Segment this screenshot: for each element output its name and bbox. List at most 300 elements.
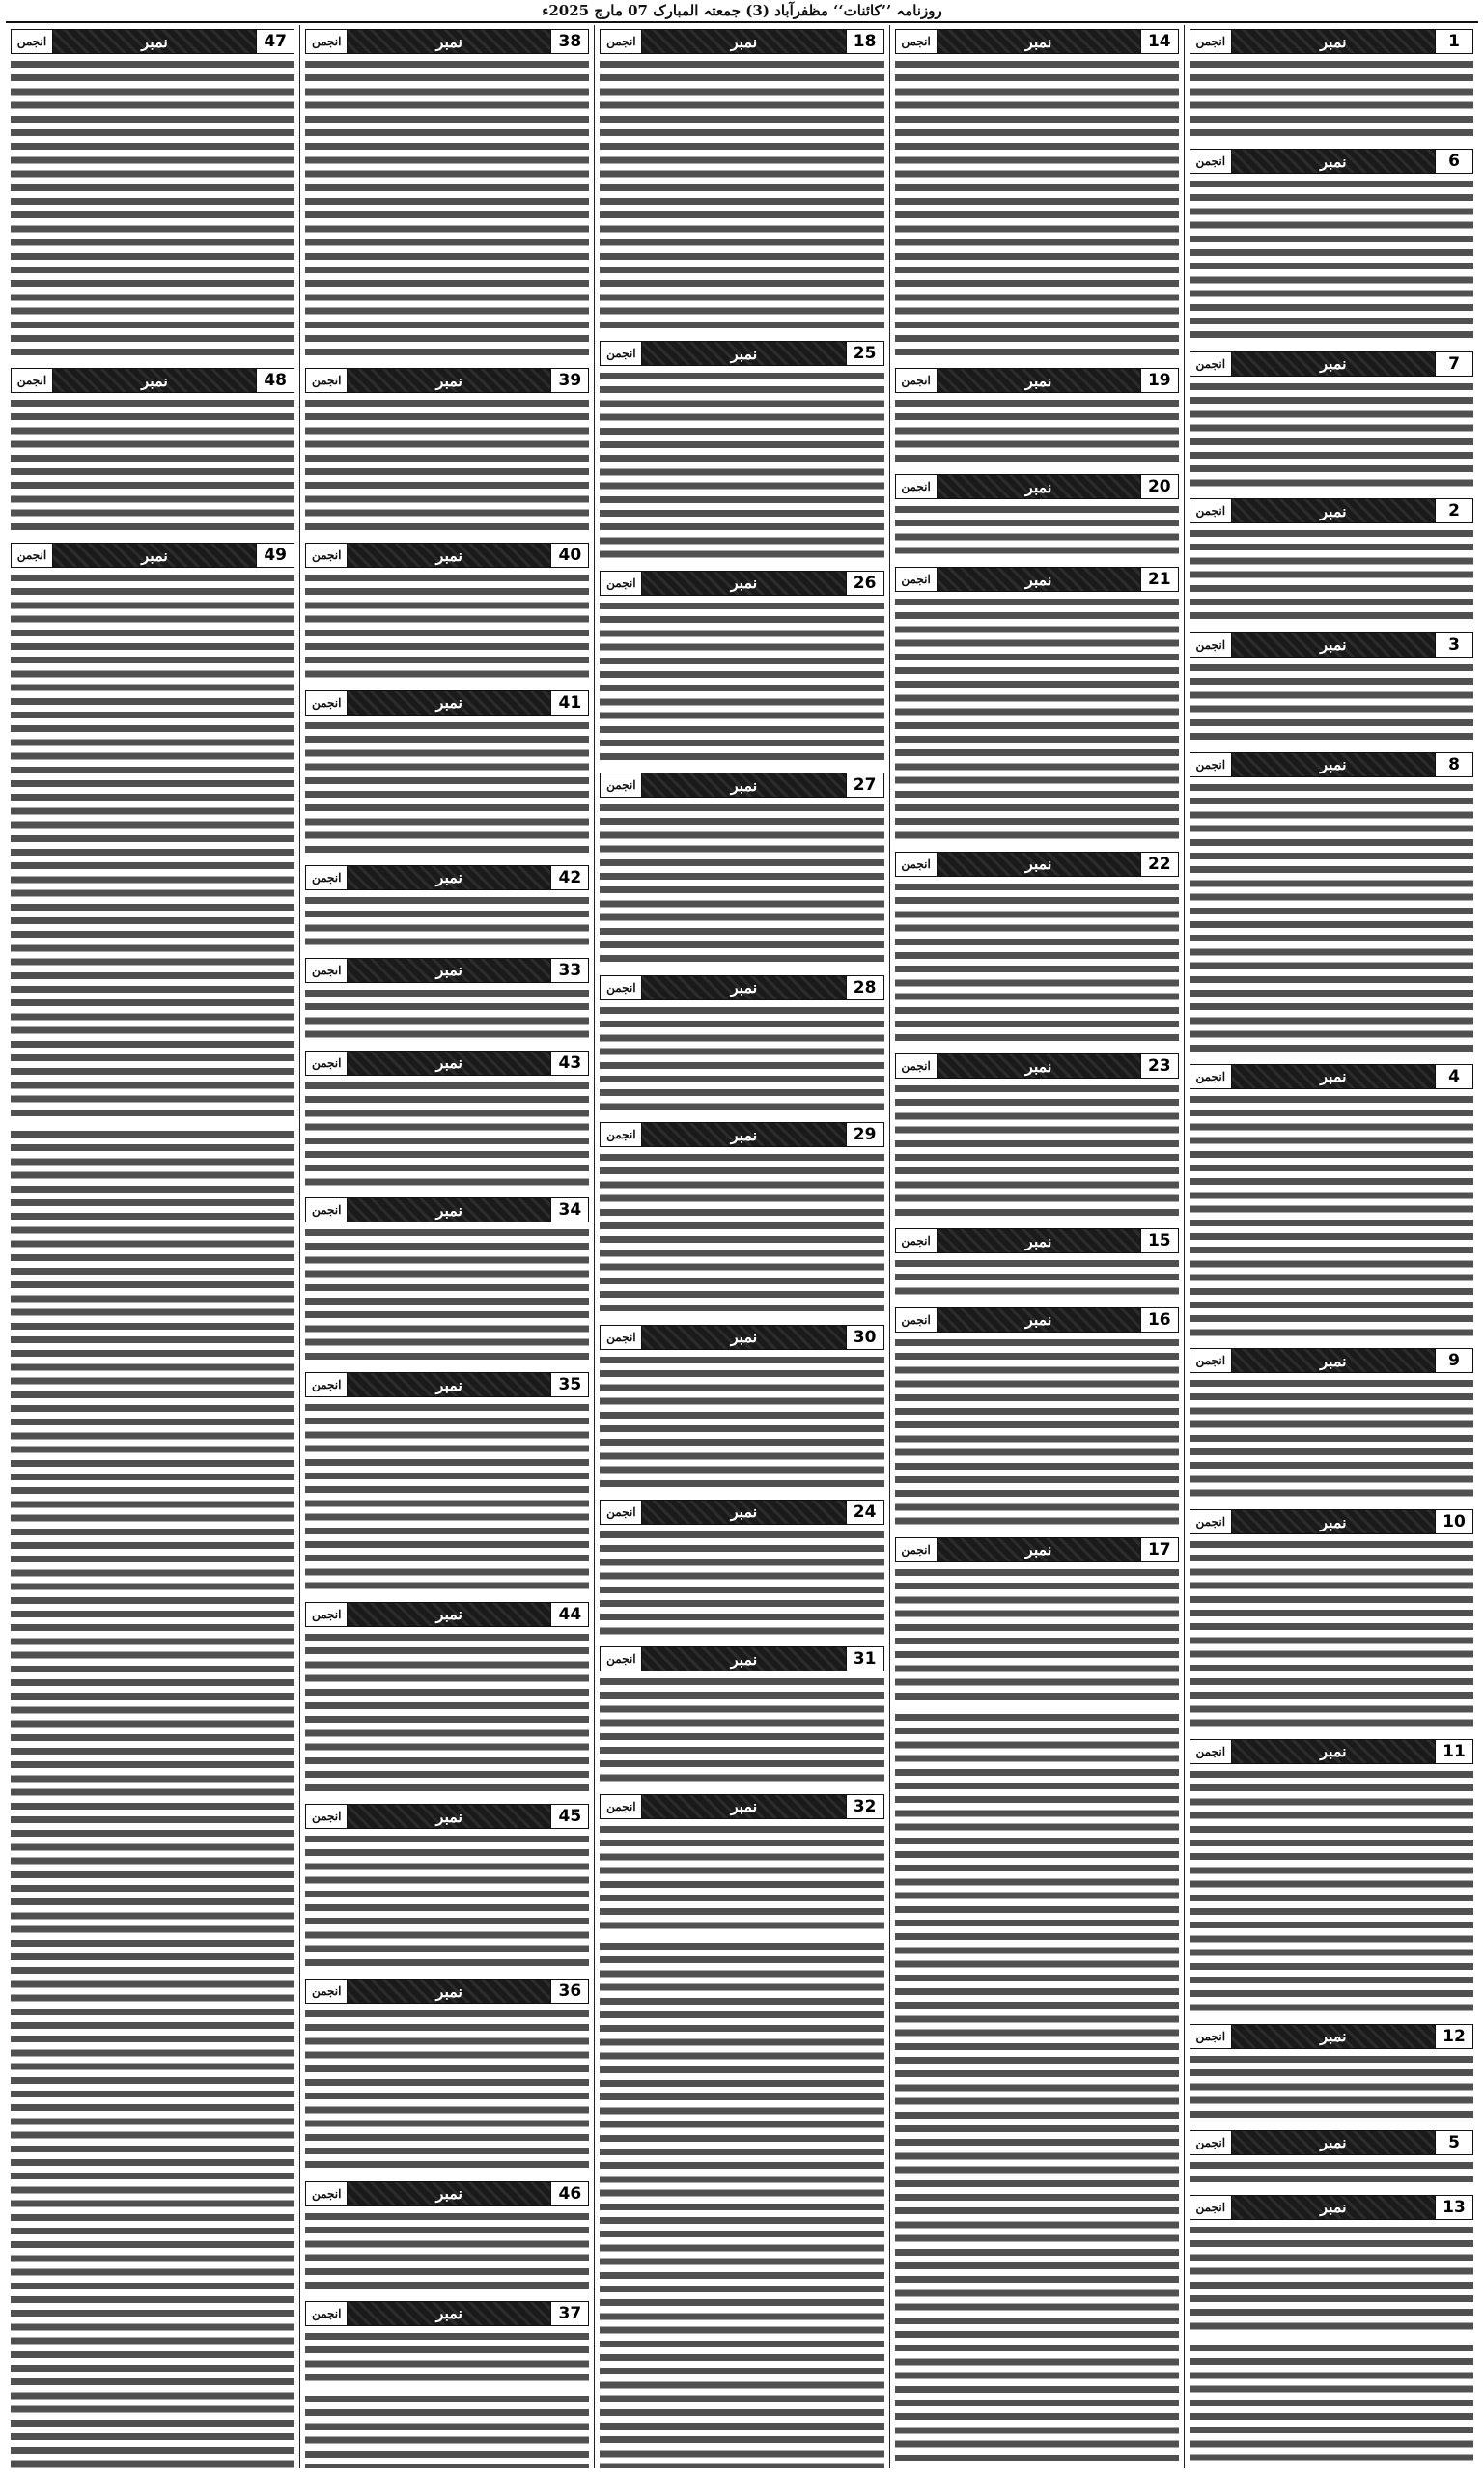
notice-label: نمبر	[938, 30, 1140, 53]
notice-item	[895, 1224, 1179, 1298]
notice-badge: انجمن	[1190, 1349, 1232, 1372]
notice-badge: انجمن	[601, 30, 642, 53]
masthead: روزنامہ ’’کائنات‘‘ مظفرآباد (3) جمعتہ المبارک 07 مارچ 2025ء	[6, 0, 1478, 23]
notice-badge: انجمن	[306, 1373, 348, 1396]
notice-label: نمبر	[642, 976, 845, 999]
notice-body-text	[895, 1082, 1179, 1219]
notice-body-text	[305, 1832, 589, 1969]
notice-badge: انجمن	[601, 1795, 642, 1818]
notice-item	[600, 769, 883, 965]
notice-badge: انجمن	[12, 544, 53, 567]
notice-header	[1190, 2195, 1473, 2220]
notice-number: 43	[550, 1052, 588, 1075]
notice-badge: انجمن	[601, 572, 642, 595]
notice-badge: انجمن	[1190, 2025, 1232, 2048]
notice-item	[600, 337, 883, 561]
notice-label: نمبر	[348, 544, 550, 567]
notice-item	[305, 1975, 589, 2171]
notice-body-text	[305, 1400, 589, 1592]
notice-item	[305, 25, 589, 358]
notice-item	[1190, 2191, 1473, 2333]
notice-body-text	[1190, 526, 1473, 622]
notice-header	[305, 1602, 589, 1627]
notice-item	[305, 364, 589, 533]
notice-label: نمبر	[642, 1647, 845, 1671]
notice-number: 23	[1140, 1054, 1178, 1078]
notice-item	[1190, 25, 1473, 139]
notice-body-text	[305, 571, 589, 681]
notice-label: نمبر	[348, 2302, 550, 2325]
notice-item	[11, 364, 294, 533]
notice-body-text	[600, 57, 883, 331]
notice-badge: انجمن	[1190, 2196, 1232, 2219]
notice-label: نمبر	[1232, 753, 1435, 776]
notice-header	[1190, 1348, 1473, 1373]
notice-item	[895, 563, 1179, 842]
notice-item	[305, 539, 589, 681]
notice-header	[600, 341, 883, 366]
notice-body-text	[600, 1150, 883, 1314]
notice-body-text	[895, 57, 1179, 358]
notice-header	[11, 368, 294, 393]
notice-number: 29	[846, 1123, 883, 1146]
notice-body-text	[600, 801, 883, 965]
notice-label: نمبر	[1232, 352, 1435, 376]
notice-header	[305, 1197, 589, 1222]
notice-item	[895, 1050, 1179, 1219]
notice-body-text	[600, 1003, 883, 1113]
notice-number: 27	[846, 773, 883, 797]
notice-badge: انجمن	[1190, 352, 1232, 376]
notice-body-text	[600, 1674, 883, 1784]
notice-badge: انجمن	[896, 369, 938, 392]
notice-label: نمبر	[1232, 150, 1435, 173]
notice-number: 45	[550, 1805, 588, 1828]
notice-item	[305, 1598, 589, 1794]
notice-body-text	[305, 1079, 589, 1189]
notice-number: 1	[1435, 30, 1472, 53]
notice-number: 6	[1435, 150, 1472, 173]
notice-body-text	[305, 2329, 589, 2384]
notice-item	[1190, 1505, 1473, 1729]
notice-body-text	[895, 502, 1179, 557]
notice-header	[1190, 632, 1473, 658]
notice-item	[1190, 1735, 1473, 2014]
notice-badge: انجمن	[601, 1326, 642, 1349]
notice-body-text	[1190, 1537, 1473, 1729]
notice-header	[600, 772, 883, 798]
notice-number: 15	[1140, 1229, 1178, 1252]
notice-number: 42	[550, 866, 588, 889]
notice-badge: انجمن	[306, 544, 348, 567]
notice-body-text	[305, 893, 589, 948]
notice-header	[305, 543, 589, 568]
notice-number: 18	[846, 30, 883, 53]
notice-item	[305, 954, 589, 1041]
notice-header	[600, 1794, 883, 1819]
notice-badge: انجمن	[306, 1052, 348, 1075]
notice-badge: انجمن	[1190, 633, 1232, 657]
notice-header	[305, 2301, 589, 2326]
notice-badge: انجمن	[896, 1054, 938, 1078]
notice-number: 9	[1435, 1349, 1472, 1372]
notice-header	[1190, 149, 1473, 174]
notice-label: نمبر	[348, 959, 550, 982]
notice-number: 44	[550, 1603, 588, 1626]
notice-label: نمبر	[642, 1795, 845, 1818]
notice-item	[895, 848, 1179, 1044]
notice-number: 40	[550, 544, 588, 567]
notice-badge: انجمن	[1190, 30, 1232, 53]
notice-badge: انجمن	[1190, 499, 1232, 522]
notice-label: نمبر	[1232, 633, 1435, 657]
notice-label: نمبر	[1232, 499, 1435, 522]
notice-number: 19	[1140, 369, 1178, 392]
notice-badge: انجمن	[601, 1501, 642, 1524]
notice-badge: انجمن	[306, 369, 348, 392]
notice-number: 8	[1435, 753, 1472, 776]
notice-label: نمبر	[938, 369, 1140, 392]
notice-label: نمبر	[53, 544, 256, 567]
notice-body-text	[305, 57, 589, 358]
notice-item	[895, 1533, 1179, 1702]
notice-badge: انجمن	[1190, 1740, 1232, 1763]
notice-label: نمبر	[642, 30, 845, 53]
notice-header	[895, 852, 1179, 877]
notice-header	[895, 567, 1179, 592]
notice-badge: انجمن	[306, 30, 348, 53]
notice-badge: انجمن	[896, 30, 938, 53]
notice-item	[600, 567, 883, 763]
notice-label: نمبر	[348, 1603, 550, 1626]
notice-label: نمبر	[1232, 30, 1435, 53]
notice-item	[600, 1790, 883, 1932]
notice-header	[11, 543, 294, 568]
notice-item	[305, 2297, 589, 2384]
notice-number: 7	[1435, 352, 1472, 376]
notice-body-text	[1190, 2052, 1473, 2121]
notice-number: 13	[1435, 2196, 1472, 2219]
notice-label: نمبر	[1232, 1740, 1435, 1763]
notice-number: 12	[1435, 2025, 1472, 2048]
notice-body-text	[600, 1353, 883, 1490]
column-3	[594, 25, 888, 2468]
notice-badge: انجمن	[1190, 1065, 1232, 1088]
notice-item	[600, 971, 883, 1113]
column-continuation-text	[895, 1710, 1179, 2468]
notice-body-text	[1190, 2223, 1473, 2333]
notice-header	[1190, 752, 1473, 777]
notice-item	[600, 1643, 883, 1784]
notice-header	[305, 29, 589, 54]
notice-badge: انجمن	[1190, 1510, 1232, 1533]
notice-label: نمبر	[348, 1373, 550, 1396]
notice-body-text	[600, 369, 883, 561]
notice-item	[1190, 1344, 1473, 1500]
notice-number: 17	[1140, 1538, 1178, 1561]
notice-number: 46	[550, 2182, 588, 2205]
notice-header	[600, 975, 883, 1000]
notice-header	[600, 1646, 883, 1671]
notice-number: 36	[550, 1980, 588, 2003]
notice-number: 16	[1140, 1308, 1178, 1332]
notice-badge: انجمن	[601, 342, 642, 365]
notice-label: نمبر	[642, 572, 845, 595]
notice-label: نمبر	[348, 1980, 550, 2003]
notice-label: نمبر	[938, 853, 1140, 876]
notice-item	[1190, 2126, 1473, 2185]
notice-item	[305, 1368, 589, 1592]
notice-item	[895, 1304, 1179, 1528]
notice-body-text	[1190, 1376, 1473, 1500]
notice-label: نمبر	[348, 1198, 550, 1222]
notice-body-text	[11, 396, 294, 533]
notice-body-text	[1190, 379, 1473, 490]
notice-number: 20	[1140, 475, 1178, 498]
notice-number: 4	[1435, 1065, 1472, 1088]
notice-label: نمبر	[938, 568, 1140, 591]
notice-label: نمبر	[53, 369, 256, 392]
notice-label: نمبر	[348, 2182, 550, 2205]
notice-body-text	[1190, 1767, 1473, 2014]
notice-header	[600, 29, 883, 54]
notice-item	[600, 1496, 883, 1638]
notice-body-text	[1190, 57, 1473, 139]
notice-badge: انجمن	[1190, 753, 1232, 776]
notice-label: نمبر	[642, 342, 845, 365]
column-continuation-text	[11, 1127, 294, 2468]
notice-badge: انجمن	[601, 1123, 642, 1146]
notice-header	[305, 1372, 589, 1397]
notice-number: 47	[256, 30, 294, 53]
notice-header	[895, 474, 1179, 499]
notice-label: نمبر	[348, 1805, 550, 1828]
notice-label: نمبر	[348, 866, 550, 889]
notice-item	[895, 364, 1179, 464]
notice-label: نمبر	[348, 1052, 550, 1075]
notice-label: نمبر	[938, 1054, 1140, 1078]
notice-body-text	[305, 718, 589, 856]
notice-label: نمبر	[938, 475, 1140, 498]
notice-number: 38	[550, 30, 588, 53]
notice-badge: انجمن	[601, 773, 642, 797]
notice-label: نمبر	[938, 1229, 1140, 1252]
notice-body-text	[11, 571, 294, 1119]
notice-header	[305, 865, 589, 890]
notice-body-text	[1190, 2158, 1473, 2185]
notice-label: نمبر	[938, 1538, 1140, 1561]
notice-header	[305, 1051, 589, 1076]
notice-item	[1190, 145, 1473, 341]
notice-item	[1190, 629, 1473, 743]
notice-header	[600, 1500, 883, 1525]
notice-label: نمبر	[348, 691, 550, 715]
notice-item	[895, 470, 1179, 557]
notice-header	[305, 1804, 589, 1829]
notice-number: 31	[846, 1647, 883, 1671]
notice-header	[1190, 29, 1473, 54]
notice-badge: انجمن	[12, 30, 53, 53]
notice-number: 11	[1435, 1740, 1472, 1763]
notice-label: نمبر	[1232, 2131, 1435, 2154]
notice-body-text	[1190, 660, 1473, 743]
notice-header	[895, 29, 1179, 54]
notice-badge: انجمن	[306, 2182, 348, 2205]
notice-number: 25	[846, 342, 883, 365]
notice-badge: انجمن	[601, 1647, 642, 1671]
notice-header	[1190, 351, 1473, 377]
notice-body-text	[305, 2209, 589, 2291]
column-5	[6, 25, 299, 2468]
notice-label: نمبر	[642, 1501, 845, 1524]
notice-label: نمبر	[1232, 1065, 1435, 1088]
notice-header	[305, 1979, 589, 2004]
notice-body-text	[895, 595, 1179, 842]
notice-label: نمبر	[1232, 1349, 1435, 1372]
notice-header	[305, 368, 589, 393]
column-continuation-text	[1190, 2341, 1473, 2468]
notice-number: 14	[1140, 30, 1178, 53]
notice-item	[305, 1194, 589, 1362]
notice-item	[1190, 1060, 1473, 1339]
notice-body-text	[1190, 177, 1473, 341]
notice-number: 5	[1435, 2131, 1472, 2154]
notice-badge: انجمن	[306, 1603, 348, 1626]
column-continuation-text	[305, 2392, 589, 2468]
notice-item	[305, 687, 589, 856]
notice-number: 2	[1435, 499, 1472, 522]
notice-label: نمبر	[1232, 2196, 1435, 2219]
notice-item	[305, 1047, 589, 1189]
notice-number: 30	[846, 1326, 883, 1349]
notice-number: 10	[1435, 1510, 1472, 1533]
notice-badge: انجمن	[306, 866, 348, 889]
notice-body-text	[895, 1256, 1179, 1298]
notice-item	[11, 539, 294, 1119]
notice-label: نمبر	[53, 30, 256, 53]
notice-number: 24	[846, 1501, 883, 1524]
notice-body-text	[305, 396, 589, 533]
notice-header	[600, 571, 883, 596]
notice-badge: انجمن	[306, 691, 348, 715]
column-2	[889, 25, 1184, 2468]
notice-number: 28	[846, 976, 883, 999]
notice-header	[1190, 1739, 1473, 1764]
notice-number: 3	[1435, 633, 1472, 657]
notice-header	[600, 1122, 883, 1147]
notice-badge: انجمن	[1190, 2131, 1232, 2154]
notice-badge: انجمن	[306, 1805, 348, 1828]
notice-number: 32	[846, 1795, 883, 1818]
notice-item	[1190, 748, 1473, 1054]
notice-body-text	[600, 599, 883, 763]
notice-number: 34	[550, 1198, 588, 1222]
notice-header	[895, 1537, 1179, 1562]
notice-body-text	[600, 1528, 883, 1638]
notice-item	[11, 25, 294, 358]
notice-badge: انجمن	[896, 475, 938, 498]
notice-header	[895, 1228, 1179, 1253]
notice-label: نمبر	[348, 30, 550, 53]
notice-badge: انجمن	[1190, 150, 1232, 173]
notice-header	[1190, 1064, 1473, 1089]
notice-body-text	[895, 396, 1179, 464]
notice-body-text	[305, 1225, 589, 1362]
notice-header	[305, 958, 589, 983]
notice-number: 26	[846, 572, 883, 595]
notice-number: 35	[550, 1373, 588, 1396]
notice-body-text	[895, 1335, 1179, 1528]
notice-number: 33	[550, 959, 588, 982]
notice-body-text	[1190, 1092, 1473, 1339]
notice-badge: انجمن	[306, 1198, 348, 1222]
notice-label: نمبر	[938, 1308, 1140, 1332]
notice-header	[895, 1307, 1179, 1333]
notice-body-text	[305, 986, 589, 1041]
notice-badge: انجمن	[306, 959, 348, 982]
notice-header	[895, 368, 1179, 393]
notice-body-text	[305, 2007, 589, 2171]
notice-label: نمبر	[642, 1123, 845, 1146]
notice-badge: انجمن	[601, 976, 642, 999]
notice-label: نمبر	[642, 1326, 845, 1349]
notice-badge: انجمن	[896, 568, 938, 591]
notice-header	[1190, 498, 1473, 523]
notice-header	[600, 1325, 883, 1350]
notice-badge: انجمن	[306, 2302, 348, 2325]
notice-header	[1190, 2024, 1473, 2049]
notice-number: 41	[550, 691, 588, 715]
notice-body-text	[1190, 780, 1473, 1054]
column-4	[299, 25, 594, 2468]
notice-item	[1190, 494, 1473, 622]
notice-number: 48	[256, 369, 294, 392]
column-1	[1184, 25, 1478, 2468]
notice-body-text	[895, 1565, 1179, 1702]
notice-header	[1190, 2130, 1473, 2155]
notice-label: نمبر	[1232, 2025, 1435, 2048]
notice-item	[305, 2177, 589, 2291]
notice-item	[600, 25, 883, 331]
notice-badge: انجمن	[12, 369, 53, 392]
notice-item	[600, 1118, 883, 1314]
notice-badge: انجمن	[306, 1980, 348, 2003]
notice-item	[1190, 2020, 1473, 2121]
notice-label: نمبر	[1232, 1510, 1435, 1533]
notice-body-text	[305, 1630, 589, 1794]
notice-item	[305, 1800, 589, 1969]
notice-item	[600, 1321, 883, 1490]
notice-body-text	[895, 880, 1179, 1044]
notice-number: 39	[550, 369, 588, 392]
notice-body-text	[600, 1822, 883, 1932]
notice-item	[895, 25, 1179, 358]
notice-header	[11, 29, 294, 54]
notice-header	[1190, 1509, 1473, 1534]
notice-label: نمبر	[348, 369, 550, 392]
columns	[6, 25, 1478, 2468]
notice-header	[895, 1053, 1179, 1079]
column-continuation-text	[600, 1939, 883, 2468]
notice-badge: انجمن	[896, 1308, 938, 1332]
notice-number: 22	[1140, 853, 1178, 876]
notice-label: نمبر	[642, 773, 845, 797]
notice-number: 49	[256, 544, 294, 567]
notice-item	[305, 861, 589, 948]
notice-item	[1190, 348, 1473, 490]
notice-body-text	[11, 57, 294, 358]
notice-badge: انجمن	[896, 853, 938, 876]
